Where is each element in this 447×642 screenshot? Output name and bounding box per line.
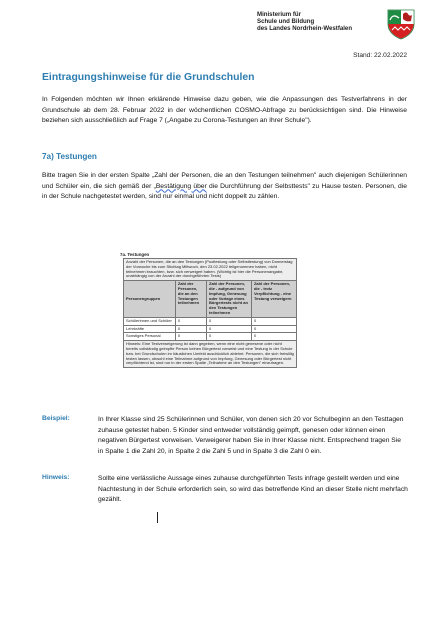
page-title: Eintragungshinweise für die Grundschulen [42, 72, 255, 83]
row-label: Lehrkräfte [124, 325, 176, 333]
intro-paragraph: In Folgenden möchten wir Ihnen erklärende Hinweise dazu geben, wie die Anpassungen des Testverfahrens in der Grundschule ab dem 28. Februar 2022 in der wöchentlichen COSMO-Abfrage zu berücksichtigen sind. Die Hinweise beziehen sich ausschließlich auf Frage 7 („Angabe zu Corona-Testungen an Ihrer Schule"). [42, 96, 407, 125]
document-date: Stand: 22.02.2022 [353, 52, 407, 59]
column-header: Zahl der Personen, die an den Testungen teilnehmen [175, 281, 206, 318]
ministry-line: des Landes Nordrhein-Westfalen [257, 25, 353, 33]
table-row [124, 333, 297, 341]
count-field[interactable]: 0 [175, 317, 206, 325]
column-header: Zahl der Personen, die - trotz Verpflichtung - eine Testung verweigern [251, 281, 296, 318]
section-paragraph [42, 171, 407, 203]
ministry-line: Ministerium für [257, 11, 302, 18]
row-label: Schülerinnen und Schüler [124, 317, 176, 325]
spellcheck-underline[interactable]: Bestätigung über [155, 182, 207, 190]
form-note: Hinweis: Eine Testverweigerung ist dann gegeben, wenn eine nicht genesene oder nicht bereits vollständig geimpfte Person keinen Bürgertest vorweist und eine Testung in der Schule bzw. bei Grundschulen im häuslichen Umfeld ausdrücklich ablehnt. Personen, die sich freiwillig testen lassen, obwohl eine Teilnahme aufgrund von Impfung, Genesung oder Bürgertest nicht verpflichtend ist, sind nur in der ersten Spalte „Teilnahme an den Testungen" einzutragen. [124, 341, 297, 368]
example-label: Beispiel: [42, 415, 70, 422]
row-label: Sonstiges Personal [124, 333, 176, 341]
form-figure [120, 252, 315, 368]
table-row [124, 317, 297, 325]
section-text-start: Bitte tragen Sie in der ersten Spalte „Zahl der Personen, die an den Testungen teilnehmen" auch diejenigen Schülerinnen und Schüler ein, die sich gemäß der „ [42, 172, 407, 190]
example-text: In Ihrer Klasse sind 25 Schülerinnen und Schüler, von denen sich 20 vor Schulbeginn an den Testtagen zuhause getestet haben. 5 Kinder sind entweder vollständig geimpft, genesen oder können einen negativen Bürgertest vorweisen. Verweigerer haben Sie in Ihrer Klasse nicht. Entsprechend tragen Sie in Spalte 1 die Zahl 20, in Spalte 2 die Zahl 5 und in Spalte 3 die Zahl 0 ein. [98, 416, 404, 455]
hint-text: Sollte eine verlässliche Aussage eines zuhause durchgeführten Tests infrage gestellt werden und eine Nachtestung in der Schule erforderlich sein, so wird das betreffende Kind an dieser Stelle nicht mehrfach gezählt. [98, 475, 408, 504]
ministry-line: Schule und Bildung [257, 18, 315, 26]
count-field[interactable]: 0 [175, 333, 206, 341]
section-heading: 7a) Testungen [42, 152, 97, 161]
nrw-coat-of-arms-icon [386, 8, 416, 40]
count-field[interactable]: 0 [207, 325, 252, 333]
hint-label: Hinweis: [42, 474, 70, 481]
column-header: Personengruppen [124, 281, 176, 318]
testing-table [123, 258, 297, 368]
text-cursor [157, 512, 158, 523]
count-field[interactable]: 0 [207, 317, 252, 325]
count-field[interactable]: 0 [207, 333, 252, 341]
ministry-name [257, 11, 352, 33]
form-intro: Anzahl der Personen, die an den Testungen (Pooltestung oder Selbsttestung) von Donnerstag der Vorwoche bis zum Stichtag Mittwoch, den 23.02.2022 teilgenommen haben, nicht teilnehmen brauchten, bzw. sich verweigert haben. (Wichtig ist hier die Personenangabe, unabhängig von der Anzahl der durchgeführten Tests) [124, 259, 297, 281]
count-field[interactable]: 0 [251, 333, 296, 341]
form-label: 7a. Testungen [120, 252, 150, 257]
table-row [124, 325, 297, 333]
count-field[interactable]: 0 [175, 325, 206, 333]
column-header: Zahl der Personen, die - aufgrund von Impfung, Genesung oder Vorlage eines Bürgertests nicht an den Testungen teilnehmen [207, 281, 252, 318]
count-field[interactable]: 0 [251, 325, 296, 333]
count-field[interactable]: 0 [251, 317, 296, 325]
section-text-end: die Durchführung der Selbsttests" zu Hause testen. Personen, die in der Schule nachgetestet werden, sind nur einmal und nicht doppelt zu zählen. [42, 182, 407, 201]
